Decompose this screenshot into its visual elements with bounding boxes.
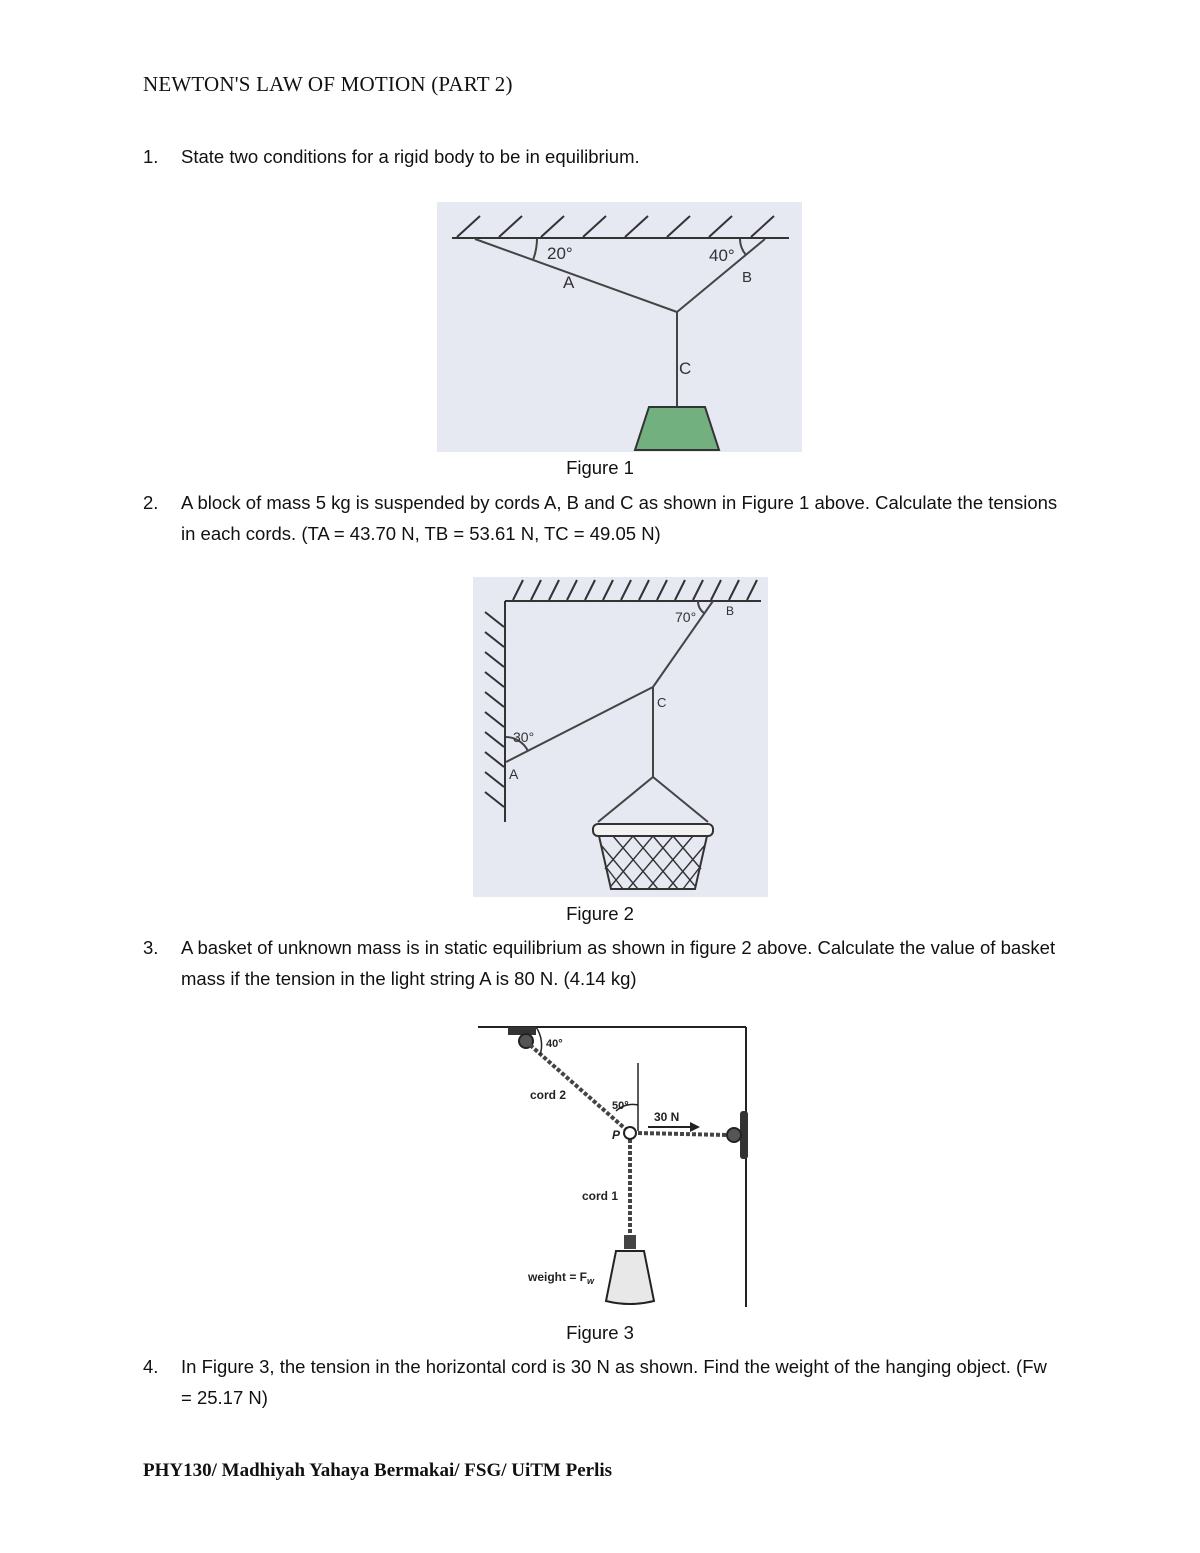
knot-p — [624, 1127, 636, 1139]
angle-a-label: 20° — [547, 244, 573, 263]
ceiling-bracket — [508, 1027, 536, 1035]
question-text: A basket of unknown mass is in static equilibrium as shown in figure 2 above. Calculate the value of basket mass if the tension in the light string A is 80 N. (4.14 kg) — [181, 937, 1056, 989]
cord-a-label: A — [563, 273, 575, 292]
angle-p-label: 50° — [612, 1100, 629, 1112]
question-number: 2. — [143, 492, 159, 513]
angle-b-label: 40° — [709, 246, 735, 265]
block — [635, 407, 719, 450]
page-title: NEWTON'S LAW OF MOTION (PART 2) — [143, 72, 513, 96]
cord-b-label: B — [742, 269, 753, 286]
figure-3-caption: Figure 3 — [566, 1322, 634, 1343]
angle-b-label: 70° — [675, 609, 697, 625]
question-text: In Figure 3, the tension in the horizontal cord is 30 N as shown. Find the weight of the hanging object. (Fw = 25.17 N) — [181, 1356, 1047, 1408]
cord-2-label: cord 2 — [530, 1088, 567, 1102]
point-p-label: P — [612, 1128, 621, 1142]
figure-1-diagram — [437, 202, 802, 452]
cord-c-label: C — [657, 695, 667, 710]
cord-c-label: C — [679, 359, 692, 378]
question-text: A block of mass 5 kg is suspended by cords A, B and C as shown in Figure 1 above. Calculate the tensions in each cords. (TA = 43.70 N, TB = 53.61 N, TC = 49.05 N) — [181, 492, 1058, 544]
angle-top-label: 40° — [546, 1038, 563, 1050]
question-number: 4. — [143, 1356, 159, 1377]
figure-2-diagram — [473, 577, 768, 897]
figure-background — [437, 202, 802, 452]
angle-a-label: 30° — [513, 729, 535, 745]
cord-b-label: B — [726, 604, 735, 618]
question-number: 1. — [143, 146, 159, 167]
basket — [593, 824, 713, 889]
cord-a-label: A — [509, 766, 519, 782]
question-number: 3. — [143, 937, 159, 958]
question-text: State two conditions for a rigid body to be in equilibrium. — [181, 146, 640, 167]
figure-1-caption: Figure 1 — [566, 457, 634, 478]
figure-2-caption: Figure 2 — [566, 903, 634, 924]
page-footer: PHY130/ Madhiyah Yahaya Bermakai/ FSG/ UiTM Perlis — [143, 1460, 613, 1481]
horizontal-cord — [638, 1133, 727, 1135]
cord-1-label: cord 1 — [582, 1189, 619, 1203]
wall-pulley — [727, 1128, 741, 1142]
force-label: 30 N — [654, 1110, 680, 1124]
figure-3-diagram — [478, 1023, 758, 1311]
weight-label: weight = $F_w$ — [528, 1270, 595, 1286]
